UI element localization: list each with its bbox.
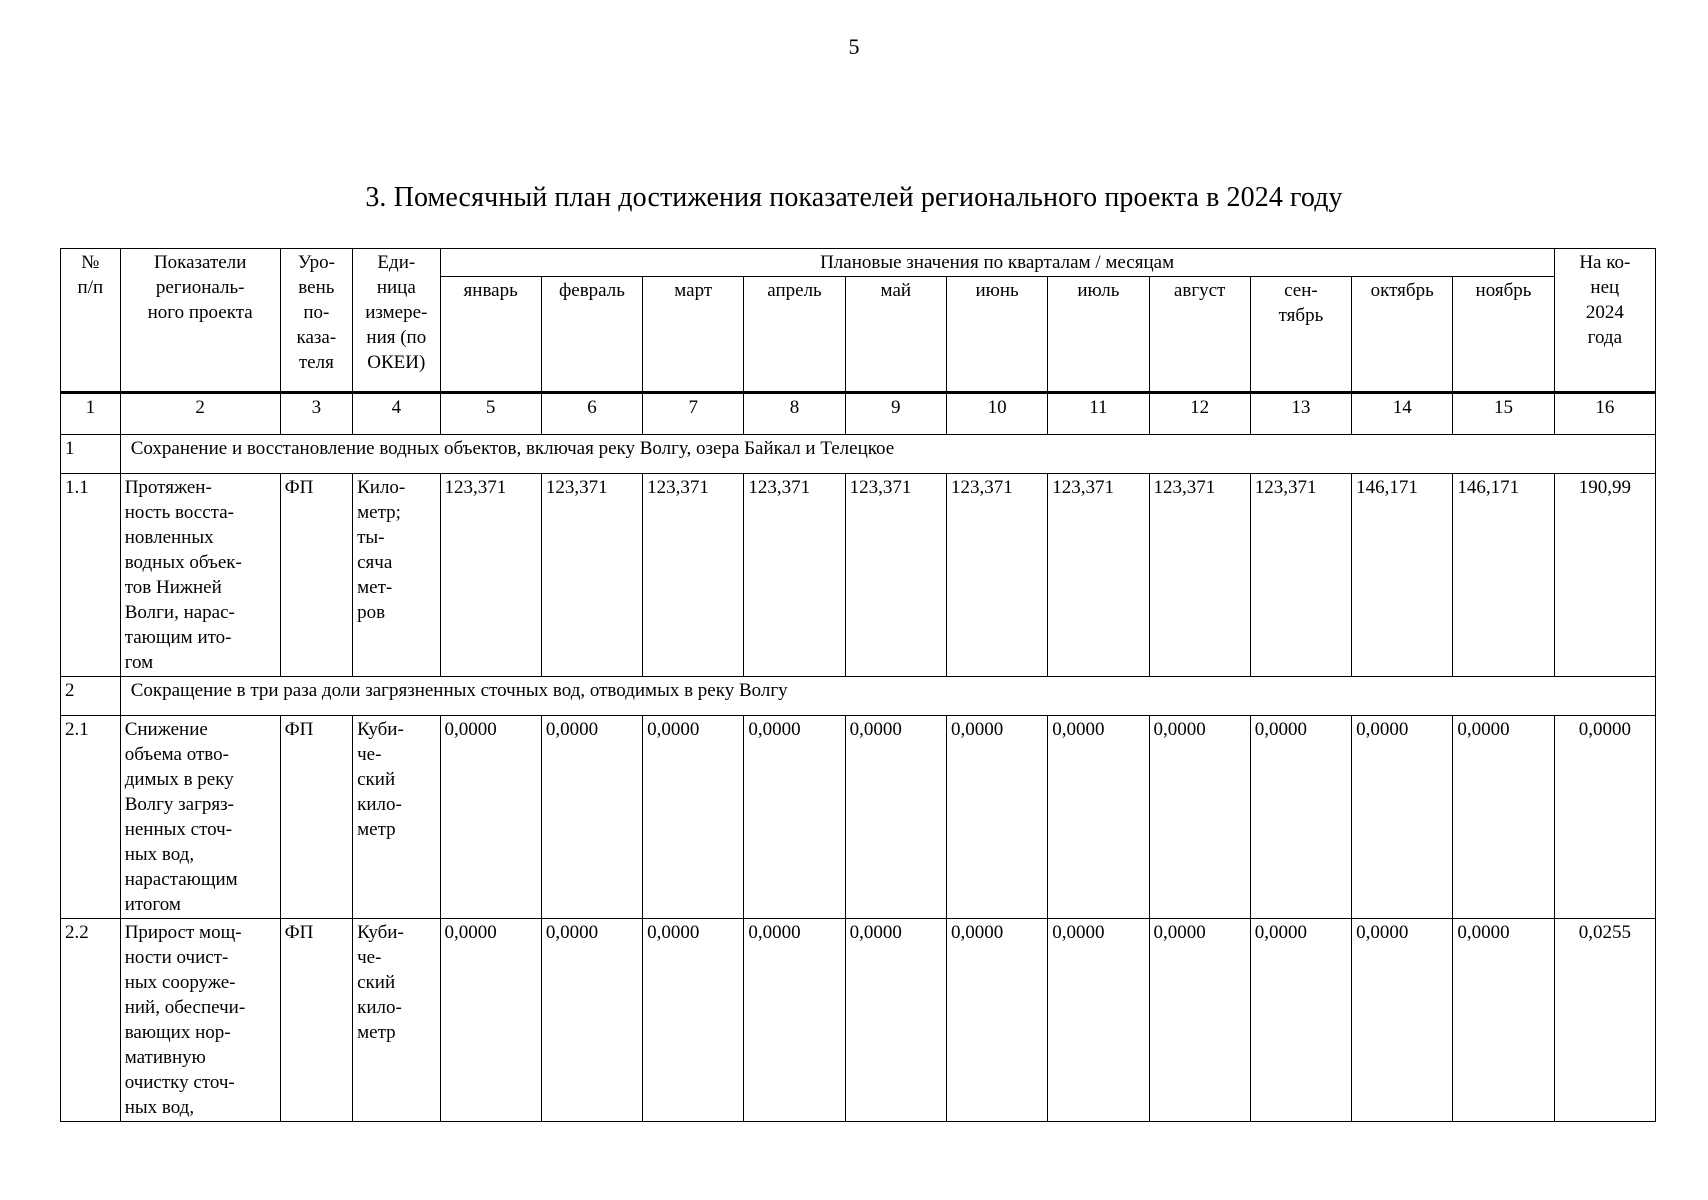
- indicator-unit: Куби- че- ский кило- метр: [353, 919, 440, 1122]
- column-number-cell: 14: [1352, 393, 1453, 435]
- header-month: май: [845, 277, 946, 393]
- monthly-value: 0,0000: [1048, 919, 1149, 1122]
- header-level: Уро- вень по- каза- теля: [280, 249, 352, 393]
- section-title: Сокращение в три раза доли загрязненных сточных вод, отводимых в реку Волгу: [120, 677, 1655, 716]
- monthly-value: 0,0000: [845, 919, 946, 1122]
- column-number-cell: 12: [1149, 393, 1250, 435]
- indicator-number: 2.2: [61, 919, 121, 1122]
- indicator-level: ФП: [280, 474, 352, 677]
- monthly-value: 0,0000: [541, 716, 642, 919]
- column-number-cell: 15: [1453, 393, 1554, 435]
- header-month: июль: [1048, 277, 1149, 393]
- monthly-value: 0,0000: [1048, 716, 1149, 919]
- header-row: [61, 249, 1656, 277]
- monthly-value: 0,0000: [440, 919, 541, 1122]
- indicator-unit: Кило- метр; ты- сяча мет- ров: [353, 474, 440, 677]
- end-of-year-value: 0,0000: [1554, 716, 1655, 919]
- header-month: июнь: [946, 277, 1047, 393]
- header-month: январь: [440, 277, 541, 393]
- indicator-name: Протяжен- ность восста- новленных водных объек- тов Нижней Волги, нарас- тающим ито- гом: [120, 474, 280, 677]
- monthly-value: 0,0000: [1250, 919, 1351, 1122]
- column-number-cell: 9: [845, 393, 946, 435]
- header-plan-values: Плановые значения по кварталам / месяцам: [440, 249, 1554, 277]
- column-number-cell: 6: [541, 393, 642, 435]
- monthly-value: 0,0000: [1453, 919, 1554, 1122]
- section-title: Сохранение и восстановление водных объектов, включая реку Волгу, озера Байкал и Телецкое: [120, 435, 1655, 474]
- monthly-value: 0,0000: [845, 716, 946, 919]
- monthly-value: 0,0000: [744, 716, 845, 919]
- monthly-value: 0,0000: [643, 716, 744, 919]
- monthly-value: 146,171: [1352, 474, 1453, 677]
- monthly-value: 0,0000: [1352, 716, 1453, 919]
- header-month: ноябрь: [1453, 277, 1554, 393]
- indicator-name: Прирост мощ- ности очист- ных сооруже- ний, обеспечи- вающих нор- мативную очистку сточ- ных вод,: [120, 919, 280, 1122]
- column-number-cell: 7: [643, 393, 744, 435]
- monthly-value: 0,0000: [541, 919, 642, 1122]
- monthly-value: 0,0000: [1149, 919, 1250, 1122]
- column-number-row: [61, 393, 1656, 435]
- document-title: 3. Помесячный план достижения показателей регионального проекта в 2024 году: [365, 182, 1343, 213]
- column-number-cell: 10: [946, 393, 1047, 435]
- header-month: сен- тябрь: [1250, 277, 1351, 393]
- monthly-value: 0,0000: [946, 716, 1047, 919]
- monthly-value: 0,0000: [946, 919, 1047, 1122]
- indicator-number: 2.1: [61, 716, 121, 919]
- end-of-year-value: 0,0255: [1554, 919, 1655, 1122]
- indicator-level: ФП: [280, 716, 352, 919]
- header-end-of-year: На ко- нец 2024 года: [1554, 249, 1655, 393]
- monthly-value: 0,0000: [744, 919, 845, 1122]
- monthly-value: 123,371: [1250, 474, 1351, 677]
- page-number: 5: [848, 34, 860, 59]
- monthly-value: 123,371: [1149, 474, 1250, 677]
- monthly-value: 123,371: [541, 474, 642, 677]
- monthly-value: 0,0000: [1250, 716, 1351, 919]
- section-number: 2: [61, 677, 121, 716]
- monthly-value: 146,171: [1453, 474, 1554, 677]
- monthly-value: 0,0000: [1352, 919, 1453, 1122]
- header-month: апрель: [744, 277, 845, 393]
- column-number-cell: 8: [744, 393, 845, 435]
- monthly-value: 0,0000: [440, 716, 541, 919]
- end-of-year-value: 190,99: [1554, 474, 1655, 677]
- header-num: № п/п: [61, 249, 121, 393]
- indicator-unit: Куби- че- ский кило- метр: [353, 716, 440, 919]
- indicator-row: [61, 716, 1656, 919]
- column-number-cell: 16: [1554, 393, 1655, 435]
- header-month: март: [643, 277, 744, 393]
- monthly-value: 123,371: [845, 474, 946, 677]
- monthly-value: 123,371: [440, 474, 541, 677]
- monthly-plan-table: [60, 248, 1656, 1122]
- monthly-value: 0,0000: [1149, 716, 1250, 919]
- column-number-cell: 5: [440, 393, 541, 435]
- section-row: [61, 435, 1656, 474]
- column-number-cell: 1: [61, 393, 121, 435]
- column-number-cell: 13: [1250, 393, 1351, 435]
- indicator-name: Снижение объема отво- димых в реку Волгу загряз- ненных сточ- ных вод, нарастающим итогом: [120, 716, 280, 919]
- indicator-level: ФП: [280, 919, 352, 1122]
- header-indicator: Показатели региональ- ного проекта: [120, 249, 280, 393]
- column-number-cell: 3: [280, 393, 352, 435]
- header-month: февраль: [541, 277, 642, 393]
- monthly-value: 123,371: [946, 474, 1047, 677]
- monthly-value: 123,371: [1048, 474, 1149, 677]
- column-number-cell: 11: [1048, 393, 1149, 435]
- header-month: август: [1149, 277, 1250, 393]
- table-body: [61, 393, 1656, 1122]
- monthly-value: 123,371: [643, 474, 744, 677]
- indicator-row: [61, 919, 1656, 1122]
- column-number-cell: 2: [120, 393, 280, 435]
- header-unit: Еди- ница измере- ния (по ОКЕИ): [353, 249, 440, 393]
- section-row: [61, 677, 1656, 716]
- monthly-value: 0,0000: [643, 919, 744, 1122]
- indicator-row: [61, 474, 1656, 677]
- header-month: октябрь: [1352, 277, 1453, 393]
- indicator-number: 1.1: [61, 474, 121, 677]
- monthly-value: 0,0000: [1453, 716, 1554, 919]
- section-number: 1: [61, 435, 121, 474]
- column-number-cell: 4: [353, 393, 440, 435]
- monthly-value: 123,371: [744, 474, 845, 677]
